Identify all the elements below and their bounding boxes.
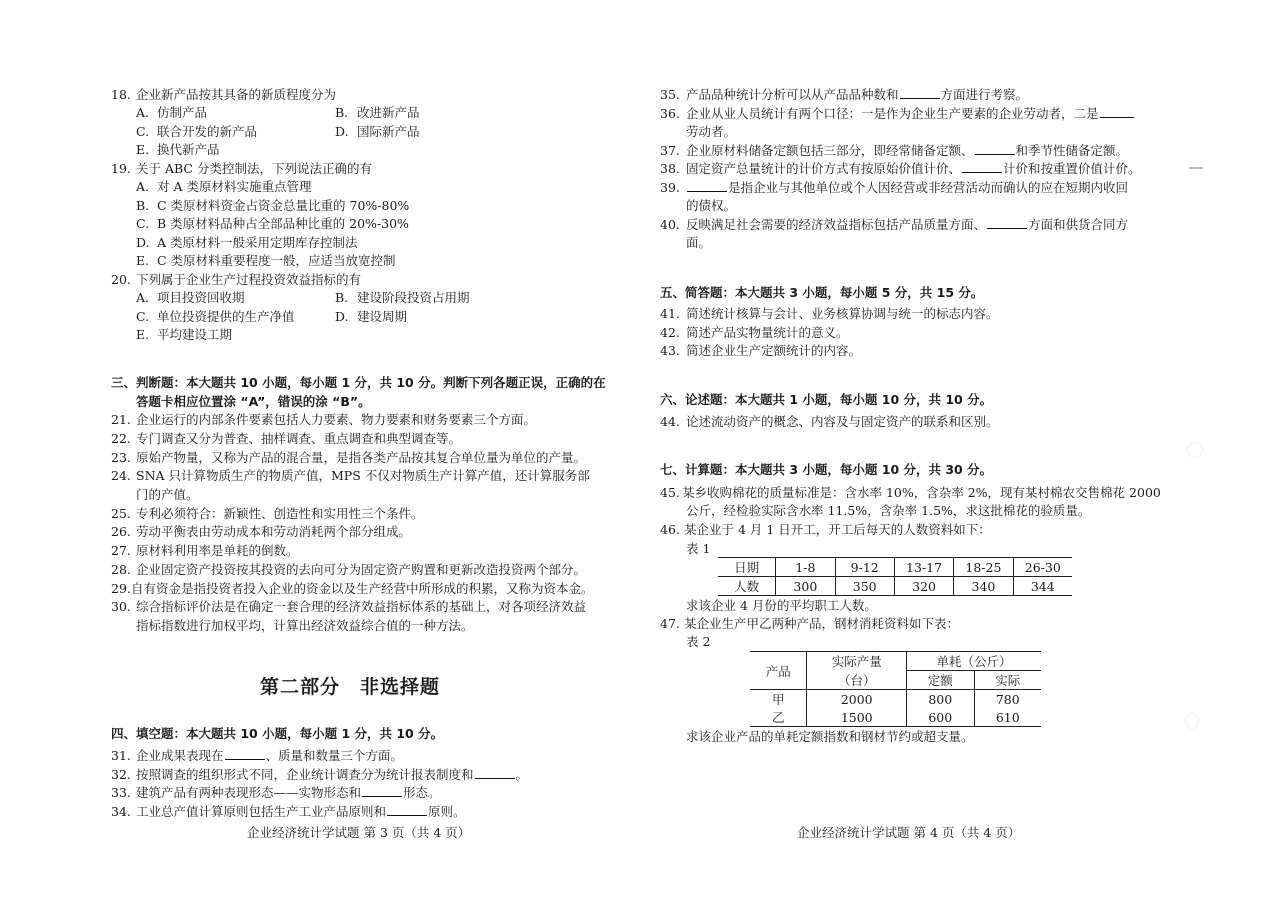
- table-cell: 甲: [750, 690, 807, 709]
- row-header: 人数: [718, 577, 776, 596]
- answer-blank: [1100, 105, 1134, 118]
- option-text: 国际新产品: [357, 124, 420, 139]
- answer-blank: [362, 784, 402, 797]
- option-text: C 类原材料重要程度一般，应适当放宽控制: [157, 253, 396, 268]
- question-number: 39.: [660, 180, 680, 195]
- question-number: 35.: [660, 87, 680, 102]
- exam-page-4: [640, 0, 1280, 905]
- question-text: 原材料利用率是单耗的倒数。: [136, 543, 299, 558]
- table-row: [750, 690, 1041, 709]
- question-text-cont: 面。: [686, 235, 712, 250]
- option-text: 建设周期: [357, 309, 408, 324]
- section-heading-calculation: 七、计算题：本大题共 3 小题，每小题 10 分，共 30 分。: [660, 462, 993, 477]
- table-cell: 340: [954, 577, 1013, 596]
- section-heading-essay: 六、论述题：本大题共 1 小题，每小题 10 分，共 10 分。: [660, 392, 993, 407]
- question-text: 简述企业生产定额统计的内容。: [686, 343, 862, 358]
- question-number: 40.: [660, 217, 680, 232]
- option-label: E.: [136, 253, 150, 268]
- question-number: 38.: [660, 161, 680, 176]
- question-number: 29.: [111, 581, 131, 596]
- question-number: 24.: [111, 468, 131, 483]
- table-cell: 610: [974, 708, 1041, 727]
- part-title: 第二部分 非选择题: [260, 676, 441, 698]
- question-text: 企业从业人员统计有两个口径：一是作为企业生产要素的企业劳动者，二是: [686, 105, 1135, 123]
- question-text: 企业原材料储备定额包括三部分，即经常储备定额、 和季节性储备定额。: [686, 143, 1129, 158]
- section-heading-true-false: 三、判断题：本大题共 10 小题，每小题 1 分，共 10 分。判断下列各题正误，正确的在: [111, 375, 606, 390]
- page-footer: 企业经济统计学试题 第 3 页（共 4 页）: [247, 825, 471, 840]
- option-text: 平均建设工期: [157, 327, 233, 342]
- table-1-headcount: [718, 557, 1072, 596]
- question-number: 21.: [111, 412, 131, 427]
- answer-blank: [475, 766, 515, 779]
- question-prompt: 求该企业产品的单耗定额指数和钢材节约或超支量。: [686, 729, 974, 744]
- question-text: 原始产物量，又称为产品的混合量，是指各类产品按其复合单位量为单位的产量。: [136, 450, 587, 465]
- option-text: C 类原材料资金占资金总量比重的 70%-80%: [157, 198, 410, 213]
- question-text-cont: 的债权。: [686, 198, 737, 213]
- answer-blank: [900, 86, 940, 99]
- column-header: 产品: [765, 663, 791, 679]
- answer-blank: [962, 160, 1002, 173]
- question-text-cont: 指标指数进行加权平均，计算出经济效益综合值的一种方法。: [136, 618, 474, 633]
- section-heading-short-answer: 五、简答题：本大题共 3 小题，每小题 5 分，共 15 分。: [660, 285, 984, 300]
- question-text: 某乡收购棉花的质量标准是：含水率 10%，含杂率 2%，现有某村棉农交售棉花 2000: [682, 485, 1161, 500]
- question-number: 27.: [111, 543, 131, 558]
- table-cell: 1500: [807, 708, 907, 727]
- row-header: 日期: [734, 560, 760, 575]
- question-text: 简述产品实物量统计的意义。: [686, 325, 849, 340]
- table-cell: 300: [776, 577, 835, 596]
- question-number: 34.: [111, 804, 131, 819]
- question-prompt: 求该企业 4 月份的平均职工人数。: [686, 598, 877, 613]
- question-text: 关于 ABC 分类控制法，下列说法正确的有: [136, 161, 372, 176]
- option-text: A 类原材料一般采用定期库存控制法: [157, 235, 358, 250]
- question-number: 47.: [660, 616, 680, 631]
- table-cell: 344: [1013, 577, 1072, 596]
- table-row: [750, 708, 1041, 727]
- option-text: 改进新产品: [357, 105, 420, 120]
- column-header: （台）: [807, 671, 907, 690]
- table-cell: 780: [974, 690, 1041, 709]
- question-number: 43.: [660, 343, 680, 358]
- table-cell: 18-25: [954, 558, 1013, 577]
- question-number: 32.: [111, 767, 131, 782]
- table-label: 表 1: [686, 541, 711, 556]
- option-label: A.: [136, 105, 150, 120]
- option-text: 仿制产品: [157, 105, 208, 120]
- question-text: 是指企业与其他单位或个人因经营或非经营活动而确认的应在短期内收回: [686, 179, 1128, 197]
- question-number: 36.: [660, 106, 680, 121]
- option-text: 联合开发的新产品: [157, 124, 258, 139]
- option-label: A.: [136, 290, 150, 305]
- option-label: B.: [136, 198, 150, 213]
- scan-artifact: [1187, 442, 1203, 458]
- table-cell: 350: [835, 577, 894, 596]
- option-label: B.: [335, 105, 349, 120]
- table-cell: 26-30: [1013, 558, 1072, 577]
- question-number: 42.: [660, 325, 680, 340]
- question-text: 反映满足社会需要的经济效益指标包括产品质量方面、 方面和供货合同方: [686, 217, 1129, 232]
- question-number: 26.: [111, 524, 131, 539]
- question-text: 下列属于企业生产过程投资效益指标的有: [136, 272, 362, 287]
- option-text: 对 A 类原材料实施重点管理: [157, 179, 312, 194]
- table-row: [718, 577, 1072, 596]
- question-number: 44.: [660, 414, 680, 429]
- section-heading-fill-in: 四、填空题：本大题共 10 小题，每小题 1 分，共 10 分。: [111, 726, 444, 741]
- question-text-cont: 门的产值。: [136, 487, 199, 502]
- question-number: 31.: [111, 748, 131, 763]
- table-label: 表 2: [686, 634, 711, 649]
- option-text: 单位投资提供的生产净值: [157, 309, 295, 324]
- question-text: SNA 只计算物质生产的物质产值，MPS 不仅对物质生产计算产值，还计算服务部: [136, 468, 590, 483]
- page-footer: 企业经济统计学试题 第 4 页（共 4 页）: [797, 825, 1021, 840]
- question-number: 18.: [111, 87, 131, 102]
- option-label: D.: [136, 235, 150, 250]
- option-text: B 类原材料品种占全部品种比重的 20%-30%: [157, 216, 409, 231]
- question-text: 自有资金是指投资者投入企业的资金以及生产经营中所形成的积累，又称为资本金。: [131, 581, 594, 596]
- question-number: 19.: [111, 161, 131, 176]
- question-text: 专利必须符合：新颖性、创造性和实用性三个条件。: [136, 506, 424, 521]
- table-cell: 800: [907, 690, 974, 709]
- table-cell: 320: [894, 577, 953, 596]
- option-text: 项目投资回收期: [157, 290, 245, 305]
- question-text: 按照调查的组织形式不同，企业统计调查分为统计报表制度和 。: [136, 767, 529, 782]
- table-cell: 13-17: [894, 558, 953, 577]
- question-number: 46.: [660, 522, 680, 537]
- question-text-cont: 公斤，经检验实际含水率 11.5%，含杂率 1.5%，求这批棉花的验质量。: [686, 503, 1091, 518]
- question-text: 建筑产品有两种表现形态——实物形态和 形态。: [136, 785, 441, 800]
- question-text: 企业成果表现在 、质量和数量三个方面。: [136, 748, 404, 763]
- option-label: C.: [136, 309, 150, 324]
- option-label: E.: [136, 142, 150, 157]
- option-label: D.: [335, 309, 349, 324]
- table-cell: 乙: [771, 710, 785, 725]
- question-number: 23.: [111, 450, 131, 465]
- question-text: 企业新产品按其具备的新质程度分为: [136, 87, 337, 102]
- scan-artifact: [1185, 713, 1199, 729]
- column-header: 实际产量: [807, 652, 907, 671]
- column-header: 单耗（公斤）: [907, 652, 1041, 671]
- table-cell: 2000: [807, 690, 907, 709]
- option-text: 换代新产品: [157, 142, 220, 157]
- question-text: 企业固定资产投资按其投资的去向可分为固定资产购置和更新改造投资两个部分。: [136, 562, 587, 577]
- question-text: 综合指标评价法是在确定一套合理的经济效益指标体系的基础上，对各项经济效益: [136, 599, 587, 614]
- column-header: 实际: [974, 671, 1041, 690]
- scan-artifact: [1189, 167, 1203, 169]
- question-number: 41.: [660, 306, 680, 321]
- column-header: 定额: [907, 671, 974, 690]
- question-text: 工业总产值计算原则包括生产工业产品原则和 原则。: [136, 804, 466, 819]
- question-number: 37.: [660, 143, 680, 158]
- answer-blank: [387, 803, 427, 816]
- answer-blank: [987, 216, 1027, 229]
- question-text: 某企业生产甲乙两种产品，钢材消耗资料如下表：: [684, 616, 960, 631]
- option-label: C.: [136, 216, 150, 231]
- question-number: 33.: [111, 785, 131, 800]
- question-text: 某企业于 4 月 1 日开工，开工后每天的人数资料如下：: [684, 522, 991, 537]
- table-row: [718, 558, 1072, 577]
- answer-blank: [225, 747, 265, 760]
- question-number: 22.: [111, 431, 131, 446]
- table-cell: 600: [907, 708, 974, 727]
- question-text: 企业运行的内部条件要素包括人力要素、物力要素和财务要素三个方面。: [136, 412, 537, 427]
- answer-blank: [975, 142, 1015, 155]
- question-text: 论述流动资产的概念、内容及与固定资产的联系和区别。: [686, 414, 999, 429]
- question-text: 劳动平衡表由劳动成本和劳动消耗两个部分组成。: [136, 524, 412, 539]
- answer-blank: [687, 179, 727, 192]
- option-label: D.: [335, 124, 349, 139]
- question-number: 20.: [111, 272, 131, 287]
- option-label: C.: [136, 124, 150, 139]
- table-cell: 1-8: [776, 558, 835, 577]
- question-number: 30.: [111, 599, 131, 614]
- table-header-row: [750, 652, 1041, 671]
- question-number: 45.: [660, 485, 680, 500]
- question-text: 产品品种统计分析可以从产品品种数和 方面进行考察。: [686, 87, 1029, 102]
- question-text: 固定资产总量统计的计价方式有按原始价值计价、 计价和按重置价值计价。: [686, 161, 1141, 176]
- question-text: 专门调查又分为普查、抽样调查、重点调查和典型调查等。: [136, 431, 462, 446]
- question-text-cont: 劳动者。: [686, 124, 737, 139]
- option-label: E.: [136, 327, 150, 342]
- option-label: B.: [335, 290, 349, 305]
- question-text: 简述统计核算与会计、业务核算协调与统一的标志内容。: [686, 306, 999, 321]
- section-heading-true-false-cont: 答题卡相应位置涂 “A”，错误的涂 “B”。: [136, 394, 371, 409]
- option-text: 建设阶段投资占用期: [357, 290, 470, 305]
- option-label: A.: [136, 179, 150, 194]
- table-2-steel-consumption: [750, 651, 1041, 727]
- question-number: 25.: [111, 506, 131, 521]
- question-number: 28.: [111, 562, 131, 577]
- table-cell: 9-12: [835, 558, 894, 577]
